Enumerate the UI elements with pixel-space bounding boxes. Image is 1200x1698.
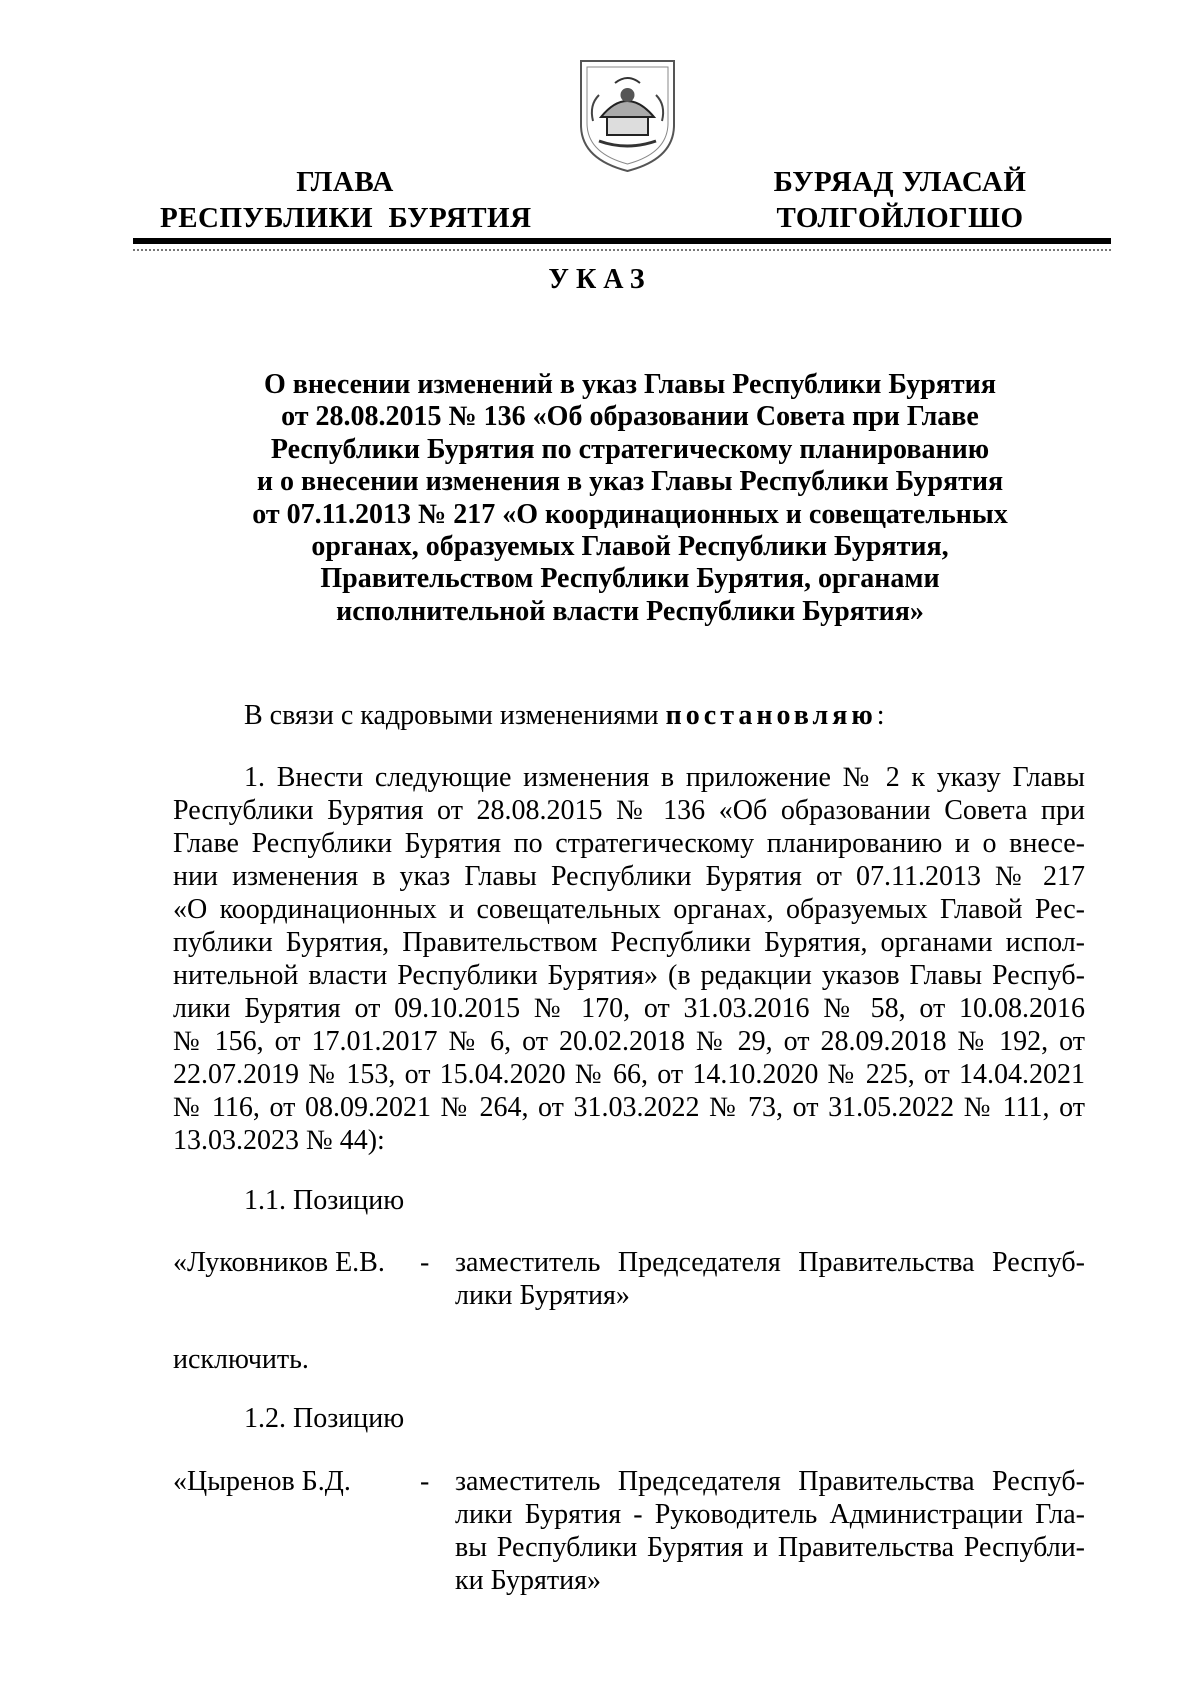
preamble-text: В связи с кадровыми изменениями bbox=[244, 700, 666, 731]
item1-line: 1. Внести следующие изменения в приложение № 2 к указу Главы bbox=[244, 762, 1085, 793]
item1-line: лики Бурятия от 09.10.2015 № 170, от 31.03.2016 № 58, от 10.08.2016 bbox=[173, 993, 1085, 1024]
preamble-resolve-word: постановляю bbox=[665, 700, 877, 731]
preamble-colon: : bbox=[876, 700, 885, 731]
item1-line: нительной власти Республики Бурятия» (в редакции указов Главы Респуб- bbox=[173, 960, 1085, 991]
position1-line: лики Бурятия» bbox=[455, 1280, 630, 1311]
subject-line: от 28.08.2015 № 136 «Об образовании Совета при Главе bbox=[281, 401, 979, 433]
position2-dash: - bbox=[420, 1466, 430, 1497]
subject-line: и о внесении изменения в указ Главы Республики Бурятия bbox=[256, 466, 1004, 498]
item1-line: «О координационных и совещательных органах, образуемых Главой Рес- bbox=[173, 894, 1085, 925]
document-subject bbox=[200, 369, 1060, 628]
item1-line: Главе Республики Бурятия по стратегическому планированию и о внесе- bbox=[173, 828, 1085, 859]
position1-dash: - bbox=[420, 1247, 430, 1278]
issuer-title-russian bbox=[160, 164, 530, 236]
subject-line: О внесении изменений в указ Главы Республики Бурятия bbox=[264, 369, 996, 400]
position2-line: лики Бурятия - Руководитель Администрации Гла- bbox=[455, 1499, 1085, 1530]
position1-line: заместитель Председателя Правительства Респуб- bbox=[455, 1247, 1085, 1278]
subject-line: органах, образуемых Главой Республики Бурятия, bbox=[311, 531, 949, 563]
subject-line: исполнительной власти Республики Бурятия» bbox=[336, 595, 924, 627]
preamble bbox=[244, 700, 885, 732]
issuer-title-buryat bbox=[735, 164, 1065, 236]
item1-line: № 116, от 08.09.2021 № 264, от 31.03.2022 № 73, от 31.05.2022 № 111, от bbox=[173, 1092, 1085, 1123]
position1-name: «Луковников Е.В. bbox=[173, 1247, 385, 1278]
item1-line: № 156, от 17.01.2017 № 6, от 20.02.2018 № 29, от 28.09.2018 № 192, от bbox=[173, 1026, 1085, 1057]
item1-line: нии изменения в указ Главы Республики Бурятия от 07.11.2013 № 217 bbox=[173, 861, 1085, 892]
subject-line: от 07.11.2013 № 217 «О координационных и совещательных bbox=[252, 498, 1008, 530]
subject-line: Республики Бурятия по стратегическому планированию bbox=[270, 433, 990, 465]
issuer-title-line-1: ГЛАВА bbox=[296, 166, 394, 198]
header-divider-thin bbox=[133, 249, 1111, 251]
item1-2-label: 1.2. Позицию bbox=[244, 1403, 405, 1434]
exclude-instruction: исключить. bbox=[173, 1344, 309, 1375]
item1-line: публики Бурятия, Правительством Республики Бурятия, органами испол- bbox=[173, 927, 1085, 958]
position2-line: вы Республики Бурятия и Правительства Республи- bbox=[455, 1532, 1085, 1563]
position2-line: ки Бурятия» bbox=[455, 1565, 601, 1596]
item1-line: 13.03.2023 № 44): bbox=[173, 1125, 385, 1156]
issuer-title-line-2: РЕСПУБЛИКИ БУРЯТИЯ bbox=[160, 202, 532, 234]
item1-line: Республики Бурятия от 28.08.2015 № 136 «Об образовании Совета при bbox=[173, 795, 1085, 826]
coat-of-arms-icon bbox=[575, 55, 680, 175]
subject-line: Правительством Республики Бурятия, органами bbox=[320, 563, 940, 595]
item1-1-label: 1.1. Позицию bbox=[244, 1185, 405, 1216]
position2-name: «Цыренов Б.Д. bbox=[173, 1466, 351, 1497]
item1-line: 22.07.2019 № 153, от 15.04.2020 № 66, от 14.10.2020 № 225, от 14.04.2021 bbox=[173, 1059, 1085, 1090]
issuer-title-buryat-line-2: ТОЛГОЙЛОГШО bbox=[776, 202, 1024, 234]
position2-line: заместитель Председателя Правительства Респуб- bbox=[455, 1466, 1085, 1497]
header-divider-thick bbox=[133, 238, 1111, 244]
issuer-title-buryat-line-1: БУРЯАД УЛАСАЙ bbox=[773, 166, 1027, 198]
document-type-title: УКАЗ bbox=[548, 264, 652, 295]
